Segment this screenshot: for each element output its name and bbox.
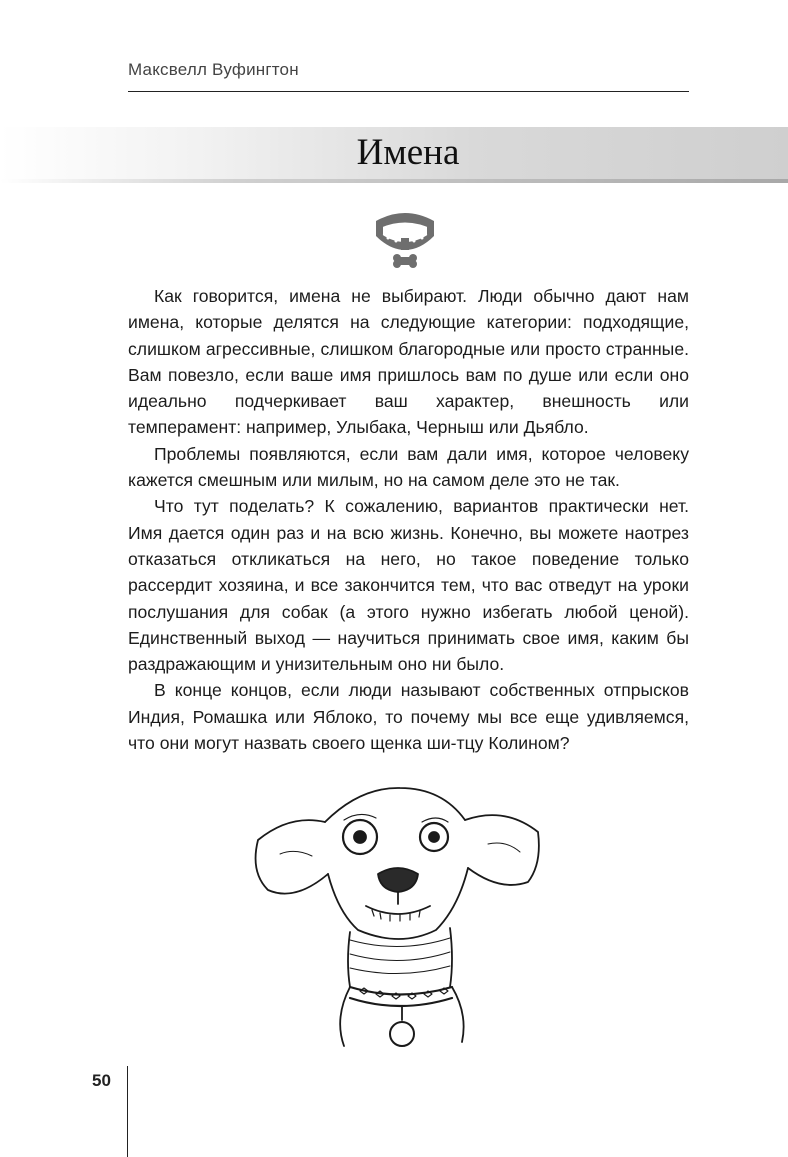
- page-number: 50: [92, 1071, 111, 1090]
- dog-portrait-illustration: [250, 782, 550, 1054]
- paragraph: Проблемы появляются, если вам дали имя, которое человеку кажется смешным или милым, но на самом деле это не так.: [128, 443, 689, 491]
- running-head-author: Максвелл Вуфингтон: [128, 60, 299, 79]
- body-text: [128, 283, 689, 756]
- paragraph: В конце концов, если люди называют собственных отпрысков Индия, Ромашка или Яблоко, то почему мы все еще удивляемся, что они могут назвать своего щенка ши-тцу Колином?: [128, 680, 689, 754]
- chapter-title: Имена: [356, 132, 460, 173]
- chapter-title-underline: [0, 179, 788, 183]
- paragraph: Как говорится, имена не выбирают. Люди обычно дают нам имена, которые делятся на следующие категории: подходящие, слишком агрессивные, слишком благородные или просто странные. Вам повезло, если ваше имя пришлось вам по душе или если оно идеально подчеркивает ваш характер, внешность или темперамент: например, Улыбака, Черныш или Дьябло.: [128, 286, 689, 438]
- header-divider: [128, 91, 689, 92]
- dog-collar-bone-icon: [370, 205, 440, 269]
- paragraph: Что тут поделать? К сожалению, вариантов практически нет. Имя дается один раз и на всю жизнь. Конечно, вы можете наотрез отказаться откликаться на него, но такое поведение только рассердит хозяина, и все закончится тем, что вас отведут на уроки послушания для собак (а этого нужно избегать любой ценой). Единственный выход — научиться принимать свое имя, каким бы раздражающим и унизительным оно ни было.: [128, 496, 689, 675]
- page-number-rule: [127, 1066, 128, 1157]
